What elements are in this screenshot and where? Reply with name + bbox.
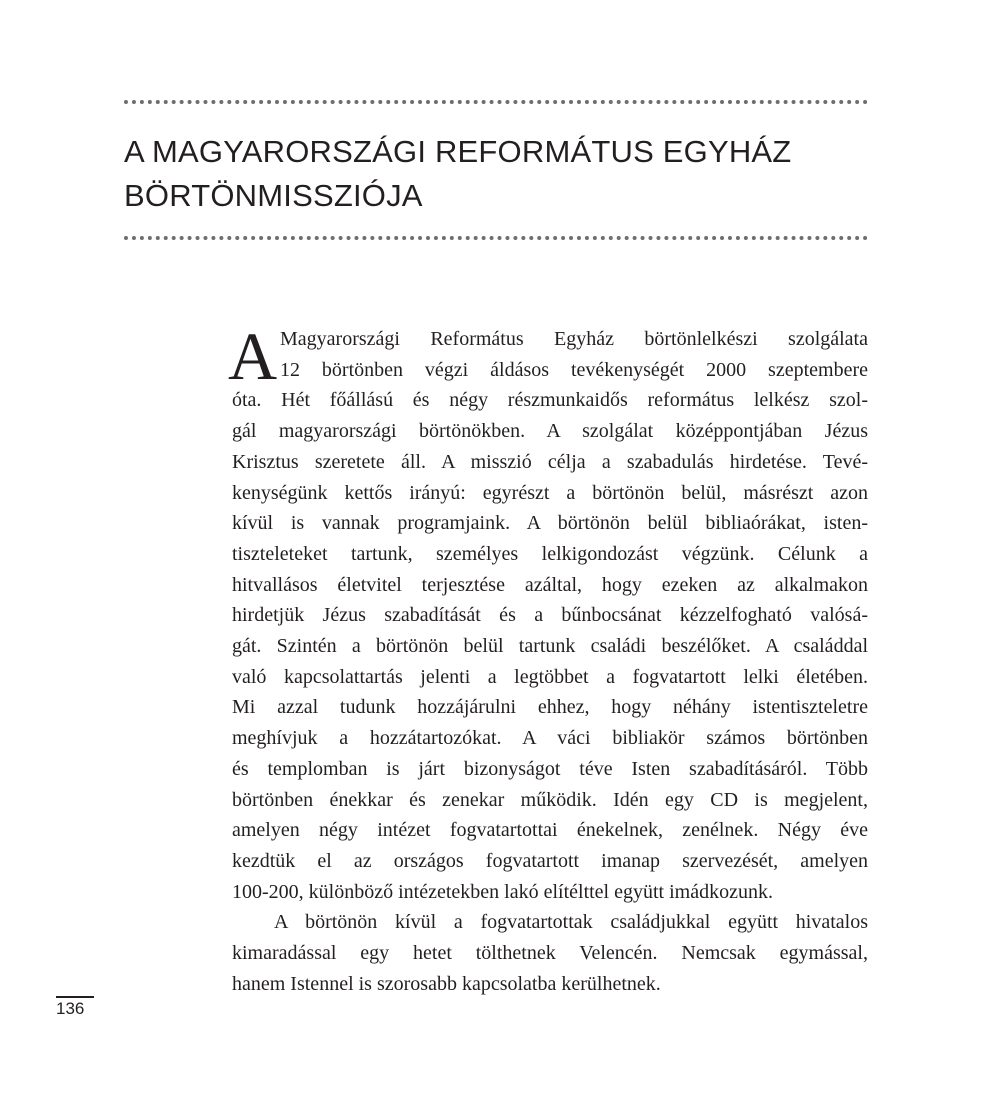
body-text [228, 318, 868, 999]
text-line: A börtönön kívül a fogvatartottak családjukkal együtt hivatalos [274, 911, 868, 934]
text-line: gál magyarországi börtönökben. A szolgálat középpontjában Jézus [232, 420, 868, 443]
text-line: kívül is vannak programjaink. A börtönön belül bibliaórákat, isten- [232, 512, 868, 535]
text-line: és templomban is járt bizonyságot téve Isten szabadításáról. Több [232, 757, 868, 780]
page-number: 136 [56, 996, 94, 1019]
top-dotted-rule [124, 100, 868, 104]
text-line: hitvallásos életvitel terjesztése azáltal, hogy ezeken az alkalmakon [232, 573, 868, 596]
text-line: hirdetjük Jézus szabadítását és a bűnbocsánat kézzelfogható valósá- [232, 604, 868, 627]
text-line: börtönben énekkar és zenekar működik. Idén egy CD is megjelent, [232, 788, 868, 811]
text-line: gát. Szintén a börtönön belül tartunk családi beszélőket. A családdal [232, 635, 868, 658]
text-line: tiszteleteket tartunk, személyes lelkigondozást végzünk. Célunk a [232, 542, 868, 565]
drop-cap: A [228, 318, 278, 394]
text-line: kenységünk kettős irányú: egyrészt a börtönön belül, másrészt azon [232, 481, 868, 504]
text-line: való kapcsolattartás jelenti a legtöbbet a fogvatartott lelki életében. [232, 665, 868, 688]
bottom-dotted-rule [124, 236, 868, 240]
text-line: Mi azzal tudunk hozzájárulni ehhez, hogy néhány istentiszteletre [232, 696, 868, 719]
chapter-title-line-2: BÖRTÖNMISSZIÓJA [124, 178, 423, 213]
paragraph-2 [232, 907, 868, 999]
text-line: hanem Istennel is szorosabb kapcsolatba kerülhetnek. [232, 972, 661, 995]
text-line: Magyarországi Református Egyház börtönlelkészi szolgálata [280, 328, 868, 350]
text-line: Krisztus szeretete áll. A misszió célja a szabadulás hirdetése. Tevé- [232, 450, 868, 473]
paragraph-1 [228, 318, 868, 907]
chapter-title [124, 130, 868, 218]
text-line: óta. Hét főállású és négy részmunkaidős református lelkész szol- [232, 389, 868, 412]
text-line: 100-200, különböző intézetekben lakó elítélttel együtt imádkozunk. [232, 880, 773, 903]
chapter-title-line-1: A MAGYARORSZÁGI REFORMÁTUS EGYHÁZ [124, 134, 792, 169]
text-line: 12 börtönben végzi áldásos tevékenységét 2000 szeptembere [280, 358, 868, 381]
text-line: amelyen négy intézet fogvatartottai énekelnek, zenélnek. Négy éve [232, 819, 868, 842]
text-line: kezdtük el az országos fogvatartott imanap szervezését, amelyen [232, 849, 868, 872]
text-line: kimaradással egy hetet tölthetnek Velencén. Nemcsak egymással, [232, 942, 868, 965]
text-line: meghívjuk a hozzátartozókat. A váci bibliakör számos börtönben [232, 727, 868, 750]
